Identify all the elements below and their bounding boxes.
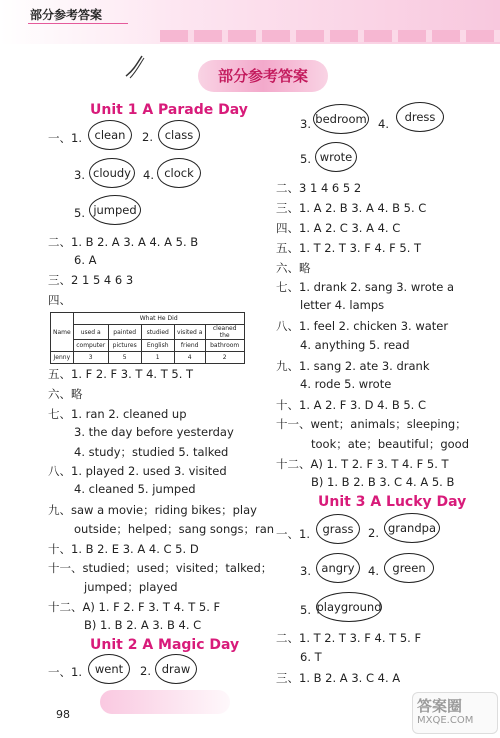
u2-s8-line1: 八、1. feel 2. chicken 3. water [276, 319, 449, 333]
u3-answer-playground: playground [316, 592, 382, 622]
u2-s3: 三、1. A 2. B 3. A 4. B 5. C [276, 201, 427, 215]
u2-s1-label: 一、1. [48, 665, 82, 679]
u2-answer-draw: draw [155, 654, 197, 684]
u1-s12-line2: B) 1. B 2. A 3. B 4. C [84, 618, 202, 632]
u1-s4: 四、 [48, 293, 71, 307]
u2-s1-n4: 4. [378, 117, 389, 131]
table-title: What He Did [73, 313, 244, 325]
u1-s5: 五、1. F 2. F 3. T 4. T 5. T [48, 367, 194, 381]
brush-stroke-icon [120, 52, 150, 82]
u2-s9-line2: 4. rode 5. wrote [300, 377, 392, 391]
table-col-header: computer [73, 340, 108, 352]
watermark-text: 答案圈 [417, 697, 463, 715]
u1-answer-class: class [158, 120, 200, 150]
u2-answer-dress: dress [396, 102, 444, 132]
u1-s12-line1: 十二、A) 1. F 2. F 3. T 4. T 5. F [48, 600, 221, 614]
u1-s2-line2: 6. A [74, 253, 97, 267]
u1-s9-line1: 九、saw a movie；riding bikes；play [48, 503, 257, 517]
u1-answer-cloudy: cloudy [89, 158, 135, 188]
header-underline [28, 23, 128, 24]
table-cell: 5 [108, 352, 141, 364]
u1-s1-n4: 4. [143, 168, 154, 182]
footer-decoration [100, 690, 230, 714]
u1-s8-line2: 4. cleaned 5. jumped [74, 482, 196, 496]
u3-answer-grandpa: grandpa [384, 513, 440, 543]
u1-s6: 六、略 [48, 387, 83, 401]
u2-answer-bedroom: bedroom [313, 104, 369, 134]
u3-s3: 三、1. B 2. A 3. C 4. A [276, 671, 401, 685]
unit2-title: Unit 2 A Magic Day [90, 637, 240, 653]
table-col-header: used a [73, 325, 108, 340]
watermark-url: MXQE.COM [417, 715, 474, 726]
u1-s3: 三、2 1 5 4 6 3 [48, 273, 134, 287]
table-cell: 3 [73, 352, 108, 364]
header-stripe [160, 30, 500, 42]
u3-s1-n4: 4. [368, 564, 379, 578]
u3-answer-grass: grass [316, 514, 360, 544]
u3-answer-angry: angry [316, 553, 360, 583]
main-title: 部分参考答案 [217, 67, 308, 85]
table-col-header: bathroom [205, 340, 244, 352]
u1-s2-line1: 二、1. B 2. A 3. A 4. A 5. B [48, 235, 199, 249]
u2-s12-line2: B) 1. B 2. B 3. C 4. A 5. B [311, 475, 455, 489]
u3-s1-n5: 5. [300, 603, 311, 617]
unit3-title: Unit 3 A Lucky Day [318, 494, 467, 510]
u1-s7-line3: 4. study；studied 5. talked [74, 445, 229, 459]
u1-s8-line1: 八、1. played 2. used 3. visited [48, 464, 227, 478]
u3-s1-n2: 2. [368, 526, 379, 540]
u1-s9-line2: outside；helped；sang songs；ran [74, 522, 275, 536]
u1-s7-line1: 七、1. ran 2. cleaned up [48, 407, 187, 421]
what-he-did-table [50, 312, 245, 364]
table-col-header: painted [108, 325, 141, 340]
u2-s2: 二、3 1 4 6 5 2 [276, 181, 362, 195]
u3-s2-line1: 二、1. T 2. T 3. F 4. T 5. F [276, 631, 422, 645]
u1-answer-clean: clean [88, 120, 132, 150]
u2-s1-n3: 3. [300, 117, 311, 131]
table-col-header: visited a [174, 325, 205, 340]
u2-s10: 十、1. A 2. F 3. D 4. B 5. C [276, 398, 427, 412]
u2-s12-line1: 十二、A) 1. T 2. F 3. T 4. F 5. T [276, 457, 449, 471]
u2-s9-line1: 九、1. sang 2. ate 3. drank [276, 359, 430, 373]
u2-s7-line2: letter 4. lamps [300, 298, 385, 312]
u2-s7-line1: 七、1. drank 2. sang 3. wrote a [276, 280, 455, 294]
u2-s5: 五、1. T 2. T 3. F 4. F 5. T [276, 241, 422, 255]
u1-s7-line2: 3. the day before yesterday [74, 425, 234, 439]
u1-s1-label: 一、1. [48, 131, 82, 145]
u3-s2-line2: 6. T [300, 650, 322, 664]
u2-s4: 四、1. A 2. C 3. A 4. C [276, 221, 401, 235]
u2-s11-line1: 十一、went；animals；sleeping； [276, 417, 467, 431]
u2-s1-n2: 2. [140, 664, 151, 678]
u2-answer-went: went [88, 654, 130, 684]
table-cell: 2 [205, 352, 244, 364]
u1-s11-line2: jumped；played [84, 580, 178, 594]
u3-s1-n3: 3. [300, 564, 311, 578]
u2-answer-wrote: wrote [315, 142, 357, 172]
u2-s1-n5: 5. [300, 152, 311, 166]
u3-s1-label: 一、1. [276, 527, 310, 541]
u2-s11-line2: took；ate；beautiful；good [311, 437, 469, 451]
table-col-header: cleaned the [205, 325, 244, 340]
u1-s1-n2: 2. [142, 130, 153, 144]
u1-s1-n3: 3. [74, 168, 85, 182]
table-col-header: studied [141, 325, 174, 340]
u1-s1-n5: 5. [74, 206, 85, 220]
table-row [51, 352, 245, 364]
unit1-title: Unit 1 A Parade Day [90, 102, 248, 118]
table-col-header: English [141, 340, 174, 352]
page-number: 98 [56, 708, 70, 721]
u1-s10: 十、1. B 2. E 3. A 4. C 5. D [48, 542, 199, 556]
table-name-header: Name [51, 313, 74, 352]
u2-s8-line2: 4. anything 5. read [300, 338, 410, 352]
u1-answer-jumped: jumped [89, 195, 141, 225]
table-col-header: friend [174, 340, 205, 352]
header-title: 部分参考答案 [30, 8, 103, 22]
table-cell: 4 [174, 352, 205, 364]
u3-answer-green: green [384, 553, 434, 583]
watermark-logo [412, 692, 498, 734]
table-col-header: pictures [108, 340, 141, 352]
table-cell: 1 [141, 352, 174, 364]
table-cell: Jenny [51, 352, 74, 364]
u1-s11-line1: 十一、studied；used；visited；talked； [48, 561, 273, 575]
u1-answer-clock: clock [157, 158, 201, 188]
u2-s6: 六、略 [276, 261, 311, 275]
